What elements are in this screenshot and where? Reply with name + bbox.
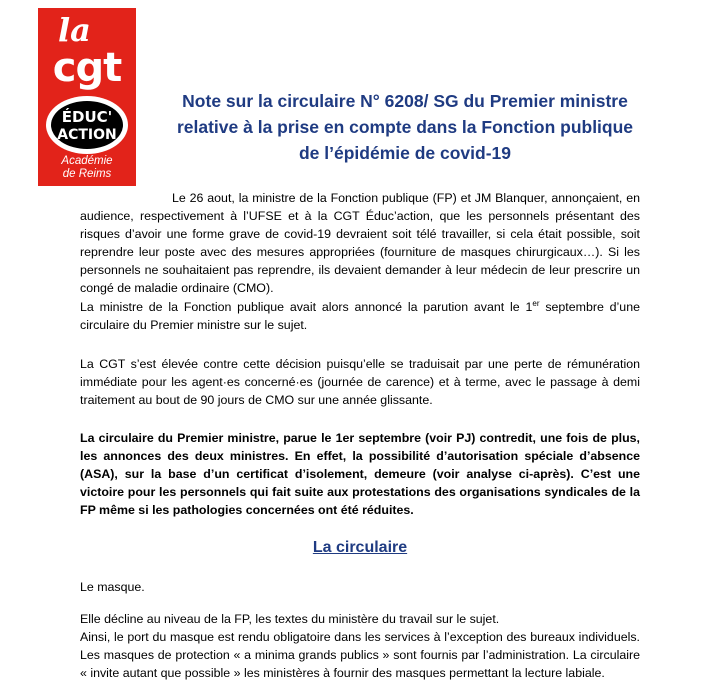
paragraph-cgt-position: La CGT s’est élevée contre cette décision puisqu’elle se traduisait par une perte de rémunération immédiate pour les agent·es concerné·es (journée de carence) et à terme, avec le passage à demi traitement au bout de 90 jours de CMO sur une année glissante.	[80, 357, 640, 407]
document-title	[150, 88, 660, 166]
paragraph-masque-details	[80, 610, 640, 682]
masque-line-1: Elle décline au niveau de la FP, les textes du ministère du travail sur le sujet.	[80, 612, 500, 626]
logo-academie	[38, 155, 136, 181]
paragraph-circular-victory: La circulaire du Premier ministre, parue le 1er septembre (voir PJ) contredit, une fois de plus, les annonces des deux ministres. En effet, la possibilité d’autorisation spéciale d’absence (ASA), sur la base d’un certificat d’isolement, demeure (voir analyse ci-après). C’est une victoire pour les personnels qui fait suite aux protestations des organisations syndicales de la FP même si les pathologies concernées ont été réduites.	[80, 431, 640, 517]
section-title-circulaire: La circulaire	[312, 539, 408, 556]
p2-text-before: La ministre de la Fonction publique avait alors annoncé la parution avant le 1	[80, 300, 533, 314]
logo-la-text: la	[58, 11, 91, 49]
subsection-masque-label: Le masque.	[80, 580, 145, 594]
title-line-3: de l’épidémie de covid-19	[298, 143, 512, 163]
paragraph-circular-announced	[80, 298, 640, 334]
masque-line-2: Ainsi, le port du masque est rendu obligatoire dans les services à l’exception des bureaux individuels. Les masques de protection « a minima grands publics » sont fournis par l’administration. La circulaire « invite autant que possible » les ministères à fournir des masques permettant la lecture labiale.	[80, 630, 640, 680]
p2-superscript: er	[532, 298, 540, 308]
academie-line1: Académie	[61, 155, 113, 167]
educaction-badge	[44, 94, 130, 156]
title-line-1: Note sur la circulaire N° 6208/ SG du Premier ministre	[182, 91, 628, 111]
badge-line2: ACTION	[57, 127, 117, 143]
logo-cgt-text: cgt	[52, 45, 122, 91]
cgt-educaction-logo	[38, 8, 136, 186]
academie-line2: de Reims	[62, 168, 112, 180]
p2-text-after: septembre d’une circulaire du Premier ministre sur le sujet.	[80, 300, 640, 332]
paragraph-announcement: Le 26 aout, la ministre de la Fonction publique (FP) et JM Blanquer, annonçaient, en audience, respectivement à l’UFSE et à la CGT Éduc’action, que les personnels présentant des risques d’avoir une forme grave de covid-19 devraient soit télé travailler, si cela était possible, soit reprendre leur poste avec des mesures appropriées (fourniture de masques chirurgicaux…). Si les personnels ne souhaitaient pas reprendre, ils devaient demander à leur médecin de leur prescrire un congé de maladie ordinaire (CMO).	[80, 191, 640, 295]
badge-line1: ÉDUC'	[61, 108, 113, 126]
title-line-2: relative à la prise en compte dans la Fonction publique	[176, 117, 634, 137]
